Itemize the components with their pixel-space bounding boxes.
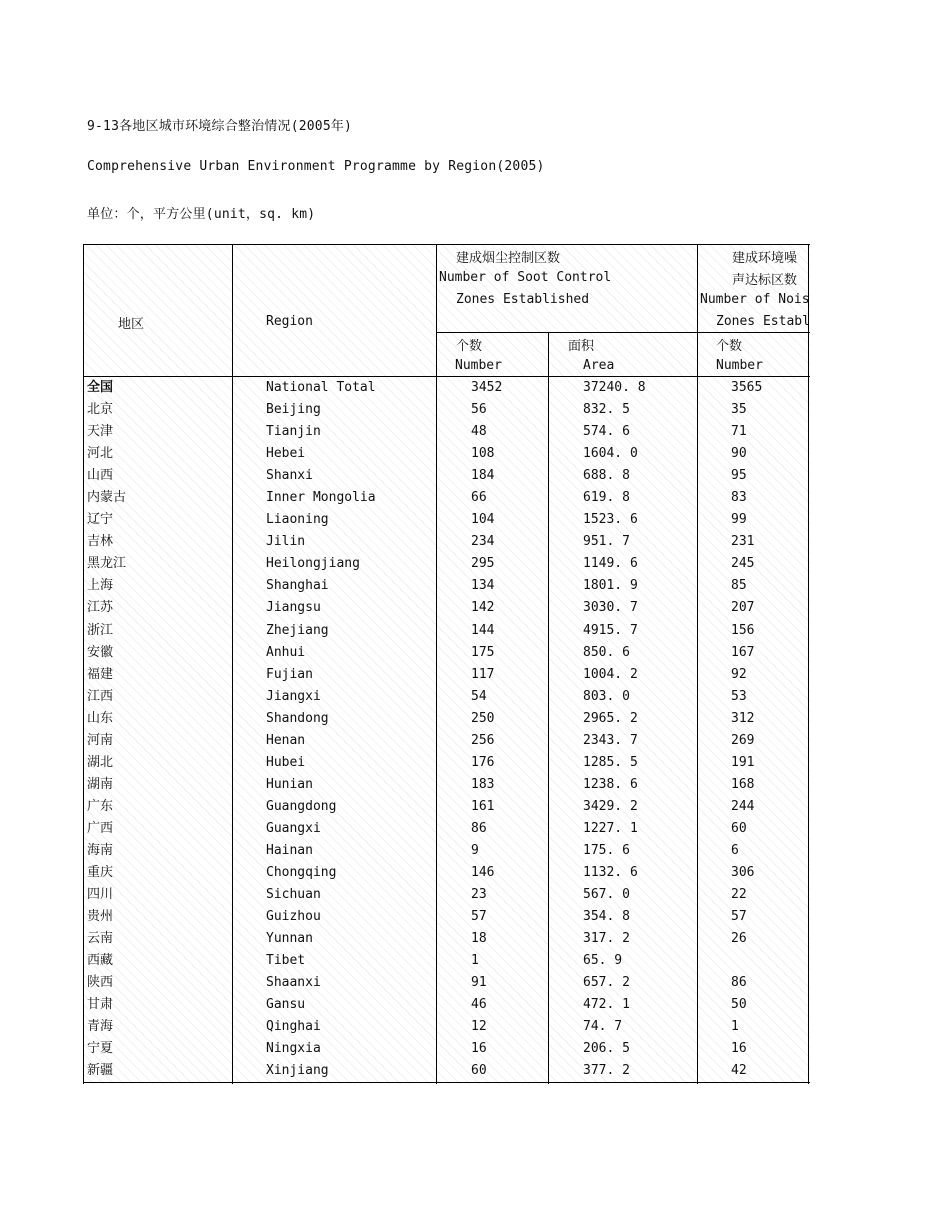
region-cn-cell: 广东 [87, 798, 114, 814]
region-cn-cell: 福建 [87, 666, 114, 682]
table-row [83, 377, 810, 399]
table-row [83, 818, 810, 840]
noise-count-cell: 269 [731, 732, 755, 748]
soot-area-cell: 65. 9 [583, 953, 623, 969]
region-en-cell: Guangxi [266, 820, 321, 836]
header-noise-cn-2: 声达标区数 [732, 273, 798, 288]
region-cn-cell: 湖北 [87, 754, 114, 770]
soot-count-cell: 86 [471, 820, 487, 836]
soot-area-cell: 657. 2 [583, 975, 630, 991]
region-cn-cell: 北京 [87, 402, 114, 418]
soot-area-cell: 1227. 1 [583, 820, 638, 836]
soot-count-cell: 184 [471, 468, 495, 484]
region-cn-cell: 山西 [87, 468, 114, 484]
soot-area-cell: 1004. 2 [583, 666, 638, 682]
region-cn-cell: 湖南 [87, 776, 114, 792]
region-en-cell: Gansu [266, 997, 306, 1013]
region-en-cell: Qinghai [266, 1019, 321, 1035]
region-cn-cell: 江西 [87, 688, 114, 704]
noise-count-cell: 60 [731, 820, 747, 836]
noise-count-cell: 245 [731, 556, 755, 572]
region-en-cell: Fujian [266, 666, 313, 682]
soot-area-cell: 1604. 0 [583, 446, 638, 462]
soot-count-cell: 146 [471, 865, 495, 881]
region-cn-cell: 上海 [87, 578, 114, 594]
table-row [83, 664, 810, 686]
soot-area-cell: 688. 8 [583, 468, 630, 484]
soot-area-cell: 377. 2 [583, 1063, 630, 1079]
table-row [83, 1038, 810, 1060]
soot-count-cell: 57 [471, 909, 487, 925]
table-row [83, 994, 810, 1016]
soot-count-cell: 108 [471, 446, 495, 462]
soot-area-cell: 2965. 2 [583, 710, 638, 726]
soot-count-cell: 250 [471, 710, 495, 726]
table-row [83, 597, 810, 619]
soot-count-cell: 256 [471, 732, 495, 748]
table-top-border [83, 244, 810, 245]
table-row [83, 884, 810, 906]
header-soot-en-2: Zones Established [456, 292, 590, 307]
noise-count-cell: 92 [731, 666, 747, 682]
noise-count-cell: 50 [731, 997, 747, 1013]
soot-count-cell: 234 [471, 534, 495, 550]
region-cn-cell: 安徽 [87, 644, 114, 660]
soot-area-cell: 832. 5 [583, 402, 630, 418]
soot-count-cell: 12 [471, 1019, 487, 1035]
soot-count-cell: 9 [471, 842, 479, 858]
soot-area-cell: 4915. 7 [583, 622, 638, 638]
region-en-cell: Hubei [266, 754, 306, 770]
noise-count-cell: 156 [731, 622, 755, 638]
table-row [83, 620, 810, 642]
region-cn-cell: 陕西 [87, 975, 114, 991]
noise-count-cell: 83 [731, 490, 747, 506]
region-en-cell: Yunnan [266, 931, 313, 947]
soot-area-cell: 206. 5 [583, 1041, 630, 1057]
region-en-cell: Shandong [266, 710, 329, 726]
region-en-cell: Ningxia [266, 1041, 321, 1057]
region-en-cell: Guangdong [266, 798, 337, 814]
table-row [83, 730, 810, 752]
noise-count-cell: 90 [731, 446, 747, 462]
region-cn-cell: 新疆 [87, 1063, 114, 1079]
table-row [83, 553, 810, 575]
soot-count-cell: 46 [471, 997, 487, 1013]
table-row [83, 774, 810, 796]
noise-count-cell: 6 [731, 842, 739, 858]
region-en-cell: Henan [266, 732, 306, 748]
header-region-cn: 地区 [118, 317, 145, 332]
page-subtitle: Comprehensive Urban Environment Programme by Region(2005) [87, 159, 545, 174]
noise-count-cell: 71 [731, 424, 747, 440]
soot-area-cell: 37240. 8 [583, 380, 646, 395]
noise-count-cell: 306 [731, 865, 755, 881]
region-en-cell: Hainan [266, 842, 313, 858]
noise-count-cell: 231 [731, 534, 755, 550]
table-row [83, 509, 810, 531]
soot-count-cell: 18 [471, 931, 487, 947]
soot-area-cell: 175. 6 [583, 842, 630, 858]
soot-area-cell: 1523. 6 [583, 512, 638, 528]
noise-count-cell: 244 [731, 798, 755, 814]
noise-count-cell: 3565 [731, 380, 763, 395]
region-en-cell: Sichuan [266, 887, 321, 903]
header-noise-en-2: Zones Establ [716, 314, 810, 329]
region-cn-cell: 辽宁 [87, 512, 114, 528]
region-cn-cell: 黑龙江 [87, 556, 127, 572]
table-row [83, 840, 810, 862]
soot-area-cell: 1285. 5 [583, 754, 638, 770]
header-noise-en-1: Number of Nois [700, 292, 810, 307]
header-count-en: Number [455, 358, 502, 373]
table-row [83, 487, 810, 509]
soot-count-cell: 144 [471, 622, 495, 638]
region-cn-cell: 河南 [87, 732, 114, 748]
soot-count-cell: 54 [471, 688, 487, 704]
page-title: 9-13各地区城市环境综合整治情况(2005年) [87, 119, 353, 134]
soot-count-cell: 56 [471, 402, 487, 418]
soot-count-cell: 134 [471, 578, 495, 594]
region-cn-cell: 西藏 [87, 953, 114, 969]
header-subgroup-border [437, 332, 810, 333]
region-cn-cell: 全国 [87, 380, 114, 395]
header-noise-cn-1: 建成环境噪 [732, 251, 798, 266]
header-soot-cn: 建成烟尘控制区数 [456, 251, 561, 266]
table-row [83, 399, 810, 421]
soot-count-cell: 23 [471, 887, 487, 903]
noise-count-cell: 53 [731, 688, 747, 704]
soot-area-cell: 1238. 6 [583, 776, 638, 792]
noise-count-cell: 35 [731, 402, 747, 418]
table-row [83, 950, 810, 972]
soot-count-cell: 16 [471, 1041, 487, 1057]
noise-count-cell: 16 [731, 1041, 747, 1057]
soot-area-cell: 317. 2 [583, 931, 630, 947]
table-row [83, 1016, 810, 1038]
region-en-cell: Heilongjiang [266, 556, 360, 572]
noise-count-cell: 42 [731, 1063, 747, 1079]
table-row [83, 1060, 810, 1082]
noise-count-cell: 1 [731, 1019, 739, 1035]
region-en-cell: Tianjin [266, 424, 321, 440]
soot-count-cell: 117 [471, 666, 495, 682]
table-row [83, 862, 810, 884]
table-row [83, 465, 810, 487]
table-row [83, 796, 810, 818]
table-row [83, 642, 810, 664]
soot-area-cell: 1149. 6 [583, 556, 638, 572]
region-en-cell: Inner Mongolia [266, 490, 376, 506]
table-row [83, 421, 810, 443]
region-cn-cell: 内蒙古 [87, 490, 127, 506]
header-soot-en-1: Number of Soot Control [439, 270, 612, 285]
noise-count-cell: 95 [731, 468, 747, 484]
unit-note: 单位：个，平方公里(unit，sq. km) [87, 207, 316, 222]
table-row [83, 928, 810, 950]
data-table [83, 244, 810, 1084]
table-row [83, 972, 810, 994]
table-row [83, 575, 810, 597]
region-cn-cell: 重庆 [87, 865, 114, 881]
soot-area-cell: 803. 0 [583, 688, 630, 704]
table-row [83, 686, 810, 708]
soot-count-cell: 3452 [471, 380, 503, 395]
region-cn-cell: 山东 [87, 710, 114, 726]
region-cn-cell: 甘肃 [87, 997, 114, 1013]
soot-area-cell: 619. 8 [583, 490, 630, 506]
header-noise-count-cn: 个数 [716, 339, 743, 354]
noise-count-cell: 191 [731, 754, 755, 770]
soot-count-cell: 142 [471, 600, 495, 616]
table-body [83, 377, 810, 1083]
soot-count-cell: 176 [471, 754, 495, 770]
region-en-cell: Hunian [266, 776, 313, 792]
region-en-cell: Beijing [266, 402, 321, 418]
header-area-cn: 面积 [568, 339, 595, 354]
region-en-cell: Xinjiang [266, 1063, 329, 1079]
region-cn-cell: 青海 [87, 1019, 114, 1035]
soot-area-cell: 574. 6 [583, 424, 630, 440]
noise-count-cell: 26 [731, 931, 747, 947]
region-cn-cell: 四川 [87, 887, 114, 903]
region-cn-cell: 浙江 [87, 622, 114, 638]
region-en-cell: Jiangxi [266, 688, 321, 704]
soot-count-cell: 91 [471, 975, 487, 991]
region-en-cell: Chongqing [266, 865, 337, 881]
region-en-cell: Guizhou [266, 909, 321, 925]
noise-count-cell: 57 [731, 909, 747, 925]
soot-area-cell: 3030. 7 [583, 600, 638, 616]
region-cn-cell: 吉林 [87, 534, 114, 550]
noise-count-cell: 99 [731, 512, 747, 528]
soot-area-cell: 472. 1 [583, 997, 630, 1013]
noise-count-cell: 22 [731, 887, 747, 903]
soot-area-cell: 1801. 9 [583, 578, 638, 594]
region-en-cell: Jilin [266, 534, 306, 550]
noise-count-cell: 207 [731, 600, 755, 616]
soot-area-cell: 951. 7 [583, 534, 630, 550]
soot-area-cell: 1132. 6 [583, 865, 638, 881]
soot-area-cell: 354. 8 [583, 909, 630, 925]
header-noise-count-en: Number [716, 358, 763, 373]
soot-count-cell: 161 [471, 798, 495, 814]
region-en-cell: National Total [266, 380, 376, 395]
noise-count-cell: 85 [731, 578, 747, 594]
region-cn-cell: 河北 [87, 446, 114, 462]
header-area-en: Area [583, 358, 615, 373]
table-row [83, 531, 810, 553]
region-en-cell: Shaanxi [266, 975, 321, 991]
soot-count-cell: 60 [471, 1063, 487, 1079]
table-row [83, 906, 810, 928]
region-cn-cell: 江苏 [87, 600, 114, 616]
region-en-cell: Zhejiang [266, 622, 329, 638]
noise-count-cell: 312 [731, 710, 755, 726]
table-row [83, 708, 810, 730]
region-cn-cell: 云南 [87, 931, 114, 947]
soot-count-cell: 1 [471, 953, 479, 969]
soot-area-cell: 567. 0 [583, 887, 630, 903]
table-row [83, 752, 810, 774]
table-row [83, 443, 810, 465]
region-cn-cell: 宁夏 [87, 1041, 114, 1057]
soot-area-cell: 74. 7 [583, 1019, 623, 1035]
soot-area-cell: 850. 6 [583, 644, 630, 660]
region-cn-cell: 天津 [87, 424, 114, 440]
region-en-cell: Liaoning [266, 512, 329, 528]
region-en-cell: Tibet [266, 953, 306, 969]
region-en-cell: Hebei [266, 446, 306, 462]
soot-area-cell: 2343. 7 [583, 732, 638, 748]
region-en-cell: Shanghai [266, 578, 329, 594]
noise-count-cell: 86 [731, 975, 747, 991]
soot-area-cell: 3429. 2 [583, 798, 638, 814]
region-en-cell: Shanxi [266, 468, 313, 484]
region-en-cell: Jiangsu [266, 600, 321, 616]
header-count-cn: 个数 [456, 339, 483, 354]
soot-count-cell: 66 [471, 490, 487, 506]
region-cn-cell: 贵州 [87, 909, 114, 925]
soot-count-cell: 175 [471, 644, 495, 660]
header-region-en: Region [266, 314, 313, 329]
region-cn-cell: 海南 [87, 842, 114, 858]
soot-count-cell: 295 [471, 556, 495, 572]
soot-count-cell: 104 [471, 512, 495, 528]
noise-count-cell: 168 [731, 776, 755, 792]
region-en-cell: Anhui [266, 644, 306, 660]
soot-count-cell: 183 [471, 776, 495, 792]
soot-count-cell: 48 [471, 424, 487, 440]
region-cn-cell: 广西 [87, 820, 114, 836]
noise-count-cell: 167 [731, 644, 755, 660]
